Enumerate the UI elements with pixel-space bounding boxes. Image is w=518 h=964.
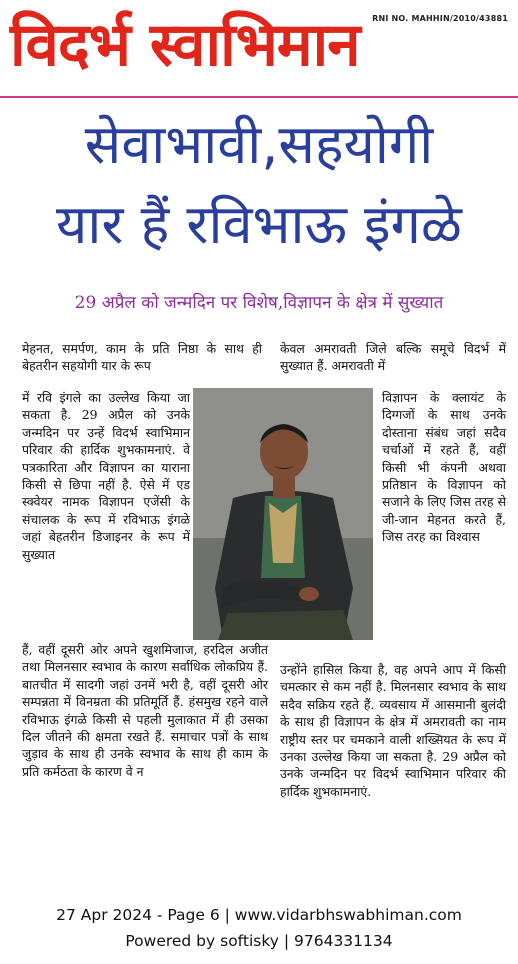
registration-number: RNI NO. MAHHIN/2010/43881	[372, 14, 508, 23]
masthead-title: विदर्भ स्वाभिमान	[10, 10, 360, 80]
masthead	[0, 0, 518, 96]
headline-line-2: यार हैं रविभाऊ इंगळे	[56, 193, 462, 256]
subheadline: 29 अप्रैल को जन्मदिन पर विशेष,विज्ञापन के क्षेत्र में सुख्यात	[74, 293, 444, 313]
article-left-narrow: में रवि इंगले का उल्लेख किया जा सकता है. 29 अप्रैल को उनके जन्मदिन पर उन्हें विदर्भ स्वाभिमान परिवार की हार्दिक शुभकामनाएं. वे पत्रकारिता और विज्ञापन का याराना किसी से छिपा नहीं है. ऐसे में एड स्क्वेयर नामक विज्ञापन एजेंसी के संचालक के रूप में रविभाऊ इंगळे जहां बेहतरीन डिजाइनर के रूप में सुख्यात	[22, 390, 190, 562]
article-left-bottom: हैं, वहीं दूसरी ओर अपने खुशमिजाज, हरदिल अजीत तथा मिलनसार स्वभाव के कारण सर्वाधिक लोकप्रिय हैं. बातचीत में सादगी जहां उनमें भरी है, वहीं दूसरी ओर सम्पन्नता में विनम्रता की प्रतिमूर्ति हैं. हंसमुख रहने वाले रविभाऊ इंगळे किसी से पहली मुलाकात में ही उसका दिल जीतने की क्षमता रखते हैं. समाचार पत्रों के साथ जुड़ाव के साथ ही उनके स्वभाव के साथ ही काम के प्रति कर्मठता के कारण वे न	[22, 642, 268, 779]
footer-date-page-url: 27 Apr 2024 - Page 6 | www.vidarbhswabhiman.com	[56, 906, 462, 924]
footer-powered-by: Powered by softisky | 9764331134	[125, 932, 393, 950]
article-right-top: केवल अमरावती जिले बल्कि समूचे विदर्भ में सुख्यात हैं. अमरावती में	[280, 341, 506, 374]
article-left-top: मेहनत, समर्पण, काम के प्रति निष्ठा के साथ ही बेहतरीन सहयोगी यार के रूप	[22, 341, 262, 374]
headline-line-1: सेवाभावी,सहयोगी	[84, 113, 434, 176]
portrait-illustration	[193, 388, 373, 640]
masthead-divider	[0, 96, 518, 98]
portrait-photo	[193, 388, 373, 640]
article-right-bottom: उन्होंने हासिल किया है, वह अपने आप में किसी चमत्कार से कम नहीं है. मिलनसार स्वभाव के साथ सदैव सक्रिय रहते हैं. व्यवसाय में आसमानी बुलंदी के साथ ही विज्ञापन के क्षेत्र में अमरावती का नाम राष्ट्रीय स्तर पर चमकाने वाली शख्सियत के रूप में उनका उल्लेख किया जा सकता है. 29 अप्रैल को उनके जन्मदिन पर विदर्भ स्वाभिमान परिवार की हार्दिक शुभकामनाएं.	[280, 662, 506, 799]
article-right-narrow: विज्ञापन के क्लायंट के दिग्गजों के साथ उनके दोस्ताना संबंध जहां सदैव चर्चाओं में रहते हैं, वहीं किसी भी कंपनी अथवा प्रतिष्ठान के विज्ञापन को सजाने के लिए जिस तरह से जी-जान मेहनत करते हैं, जिस तरह का विश्वास	[382, 390, 506, 545]
